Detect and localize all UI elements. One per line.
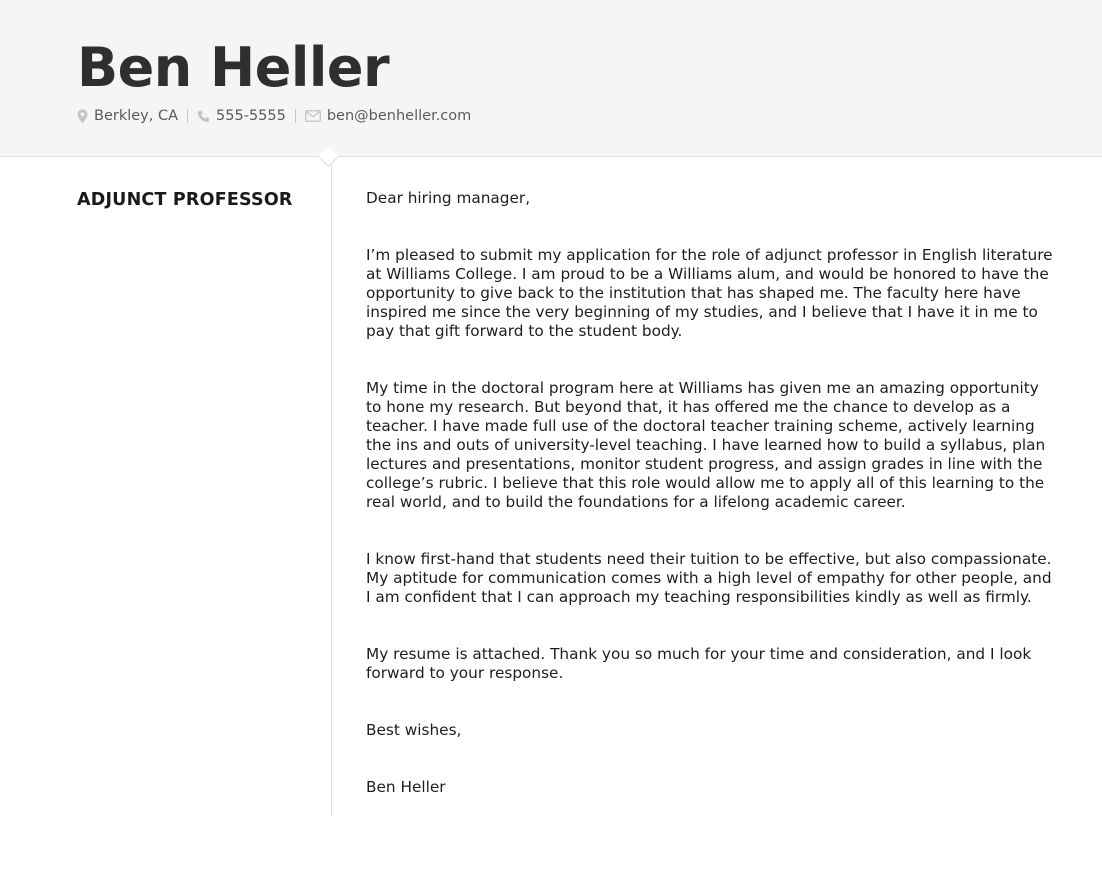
resume-header [0,0,1102,157]
column-divider [331,163,332,816]
job-title: ADJUNCT PROFESSOR [77,190,293,210]
contact-email[interactable] [305,108,471,124]
map-pin-icon [77,109,88,124]
letter-signature: Ben Heller [366,778,446,796]
phone-text: 555-5555 [216,108,286,124]
email-text[interactable]: ben@benheller.com [326,108,472,124]
envelope-icon [305,110,321,122]
phone-icon [197,110,210,123]
location-text: Berkley, CA [94,108,179,124]
applicant-name: Ben Heller [77,36,390,99]
letter-greeting: Dear hiring manager, [366,189,531,207]
cover-letter-body [366,189,1056,797]
letter-paragraph: My resume is attached. Thank you so much for your time and consideration, and I look forward to your response. [366,645,1032,682]
letter-paragraph: My time in the doctoral program here at Williams has given me an amazing opportunity to hone my research. But beyond that, it has offered me the chance to develop as a teacher. I have made full use of the doctoral teacher training scheme, actively learning the ins and outs of university-level teaching. I have learned how to build a syllabus, plan lectures and presentations, monitor student progress, and assign grades in line with the college’s rubric. I believe that this role would allow me to apply all of this learning to the real world, and to build the foundations for a lifelong academic career. [366,379,1046,511]
letter-paragraph: I’m pleased to submit my application for the role of adjunct professor in English literature at Williams College. I am proud to be a Williams alum, and would be honored to have the opportunity to give back to the institution that has shaped me. The faculty here have inspired me since the very beginning of my studies, and I believe that I have it in me to pay that gift forward to the student body. [366,246,1053,340]
contact-separator [187,109,188,123]
letter-closing: Best wishes, [366,721,462,739]
contact-separator [295,109,296,123]
letter-paragraph: I know first-hand that students need their tuition to be effective, but also compassionate. My aptitude for communication comes with a high level of empathy for other people, and I am confident that I can approach my teaching responsibilities kindly as well as firmly. [366,550,1052,606]
contact-info [77,105,471,127]
contact-location [77,108,178,124]
contact-phone [197,108,286,124]
